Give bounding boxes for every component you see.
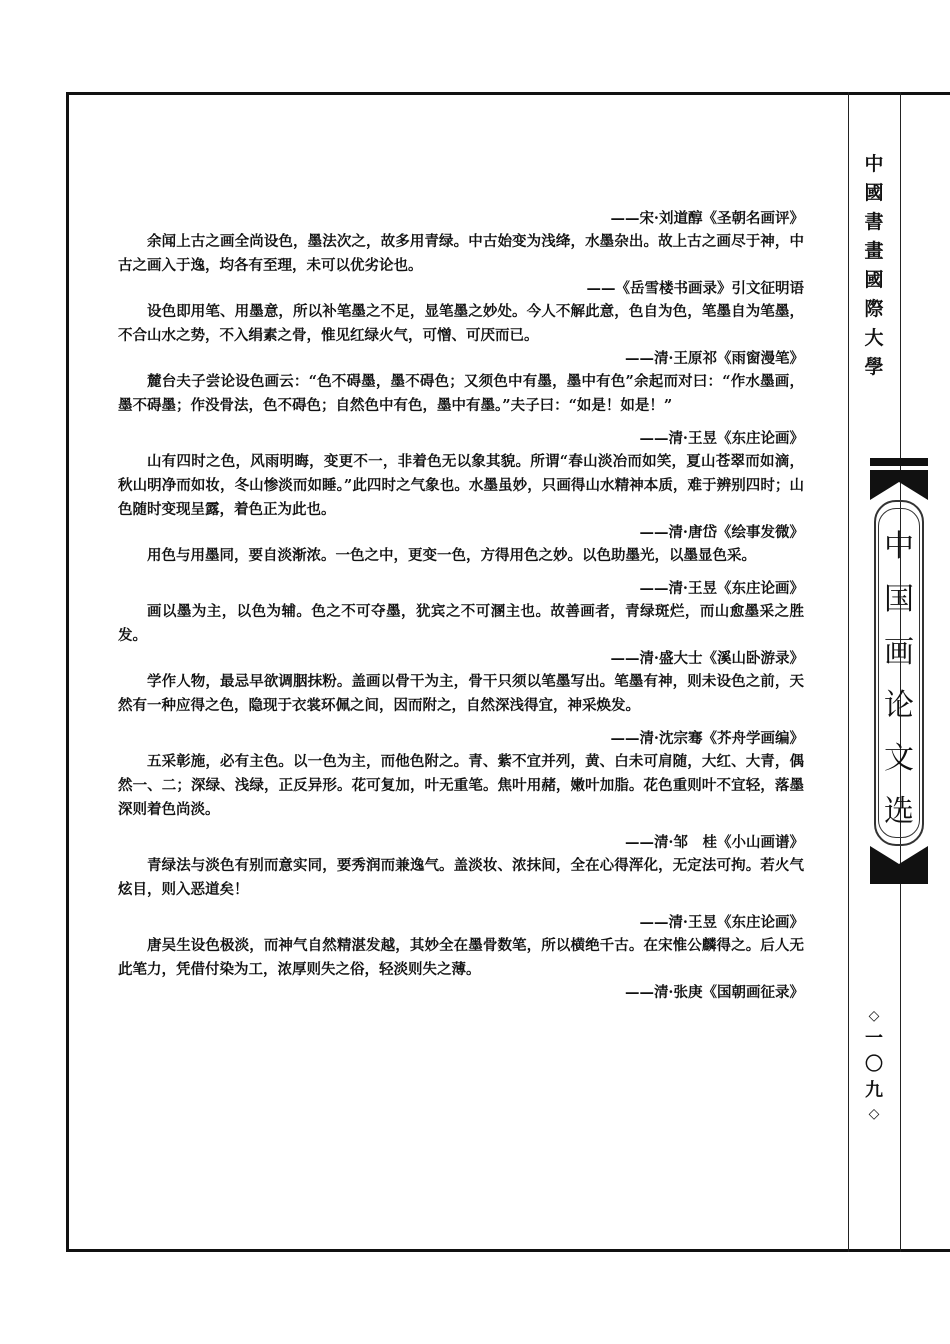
attribution: ——清·王原祁《雨窗漫笔》: [624, 350, 804, 367]
page-number: ◇ 一 〇 九 ◇: [862, 1006, 886, 1124]
paragraph: 山有四时之色，风雨明晦，变更不一，非着色无以象其貌。所谓“春山淡冶而如笑，夏山苍翠而如滴，秋山明净而如妆，冬山惨淡而如睡。”此四时之气象也。水墨虽妙，只画得山水精神本质，难于辨别四时；山色随时变现呈露，着色正为此也。: [118, 453, 804, 518]
paragraph: 画以墨为主，以色为辅。色之不可夺墨，犹宾之不可溷主也。故善画者，青绿斑烂，而山愈墨采之胜发。: [118, 603, 804, 644]
diamond-icon: ◇: [868, 1106, 880, 1122]
attribution: ——清·盛大士《溪山卧游录》: [610, 650, 804, 667]
paragraph: 余闻上古之画全尚设色，墨法次之，故多用青绿。中古始变为浅绛，水墨杂出。故上古之画尽于神，中古之画入于逸，均各有至理，未可以优劣论也。: [118, 233, 804, 274]
attribution: ——清·张庚《国朝画征录》: [624, 984, 804, 1001]
book-title: 中 国 画 论 文 选: [884, 529, 914, 829]
attribution: ——清·邹 桂《小山画谱》: [624, 834, 804, 851]
attribution: ——《岳雪楼书画录》引文征明语: [586, 280, 804, 297]
attribution: ——清·王昱《东庄论画》: [639, 580, 804, 597]
title-panel-top-bar: [870, 458, 928, 466]
paragraph: 用色与用墨同，要自淡渐浓。一色之中，更变一色，方得用色之妙。以色助墨光，以墨显色采。: [147, 547, 756, 564]
paragraph: 设色即用笔、用墨意，所以补笔墨之不足，显笔墨之妙处。今人不解此意，色自为色，笔墨自为笔墨，不合山水之势，不入绢素之骨，惟见红绿火气，可憎、可厌而已。: [118, 303, 804, 344]
attribution: ——清·沈宗骞《芥舟学画编》: [610, 730, 804, 747]
paragraph: 五采彰施，必有主色。以一色为主，而他色附之。青、紫不宜并列，黄、白未可肩随，大红、大青，偶然一、二；深绿、浅绿，正反异形。花可复加，叶无重笔。焦叶用赭，嫩叶加脂。花色重则叶不宜轻，落墨深则着色尚淡。: [118, 753, 804, 818]
attribution: ——清·唐岱《绘事发微》: [639, 524, 804, 541]
series-title: 中 國 書 畫 國 際 大 學: [864, 153, 884, 378]
main-text: [118, 208, 804, 1004]
title-panel-bottom-bar: [870, 876, 928, 884]
paragraph: 唐吴生设色极淡，而神气自然精湛发越，其妙全在墨骨数笔，所以横绝千古。在宋惟公麟得之。后人无此笔力，凭借付染为工，浓厚则失之俗，轻淡则失之薄。: [118, 937, 804, 978]
paragraph: 麓台夫子尝论设色画云：“色不碍墨，墨不碍色；又须色中有墨，墨中有色”余起而对曰：“作水墨画，墨不碍墨；作没骨法，色不碍色；自然色中有色，墨中有墨。”夫子曰：“如是！如是！”: [118, 373, 804, 414]
paragraph: 青绿法与淡色有别而意实同，要秀润而兼逸气。盖淡妆、浓抹间，全在心得浑化，无定法可拘。若火气炫目，则入恶道矣！: [118, 857, 804, 898]
attribution: ——宋·刘道醇《圣朝名画评》: [610, 210, 804, 227]
attribution: ——清·王昱《东庄论画》: [639, 430, 804, 447]
paragraph: 学作人物，最忌早欲调胭抹粉。盖画以骨干为主，骨干只须以笔墨写出。笔墨有神，则未设色之前，天然有一种应得之色，隐现于衣裳环佩之间，因而附之，自然深浅得宜，神采焕发。: [118, 673, 804, 714]
sidebar-divider-left: [848, 92, 849, 1252]
attribution: ——清·王昱《东庄论画》: [639, 914, 804, 931]
diamond-icon: ◇: [868, 1008, 880, 1024]
